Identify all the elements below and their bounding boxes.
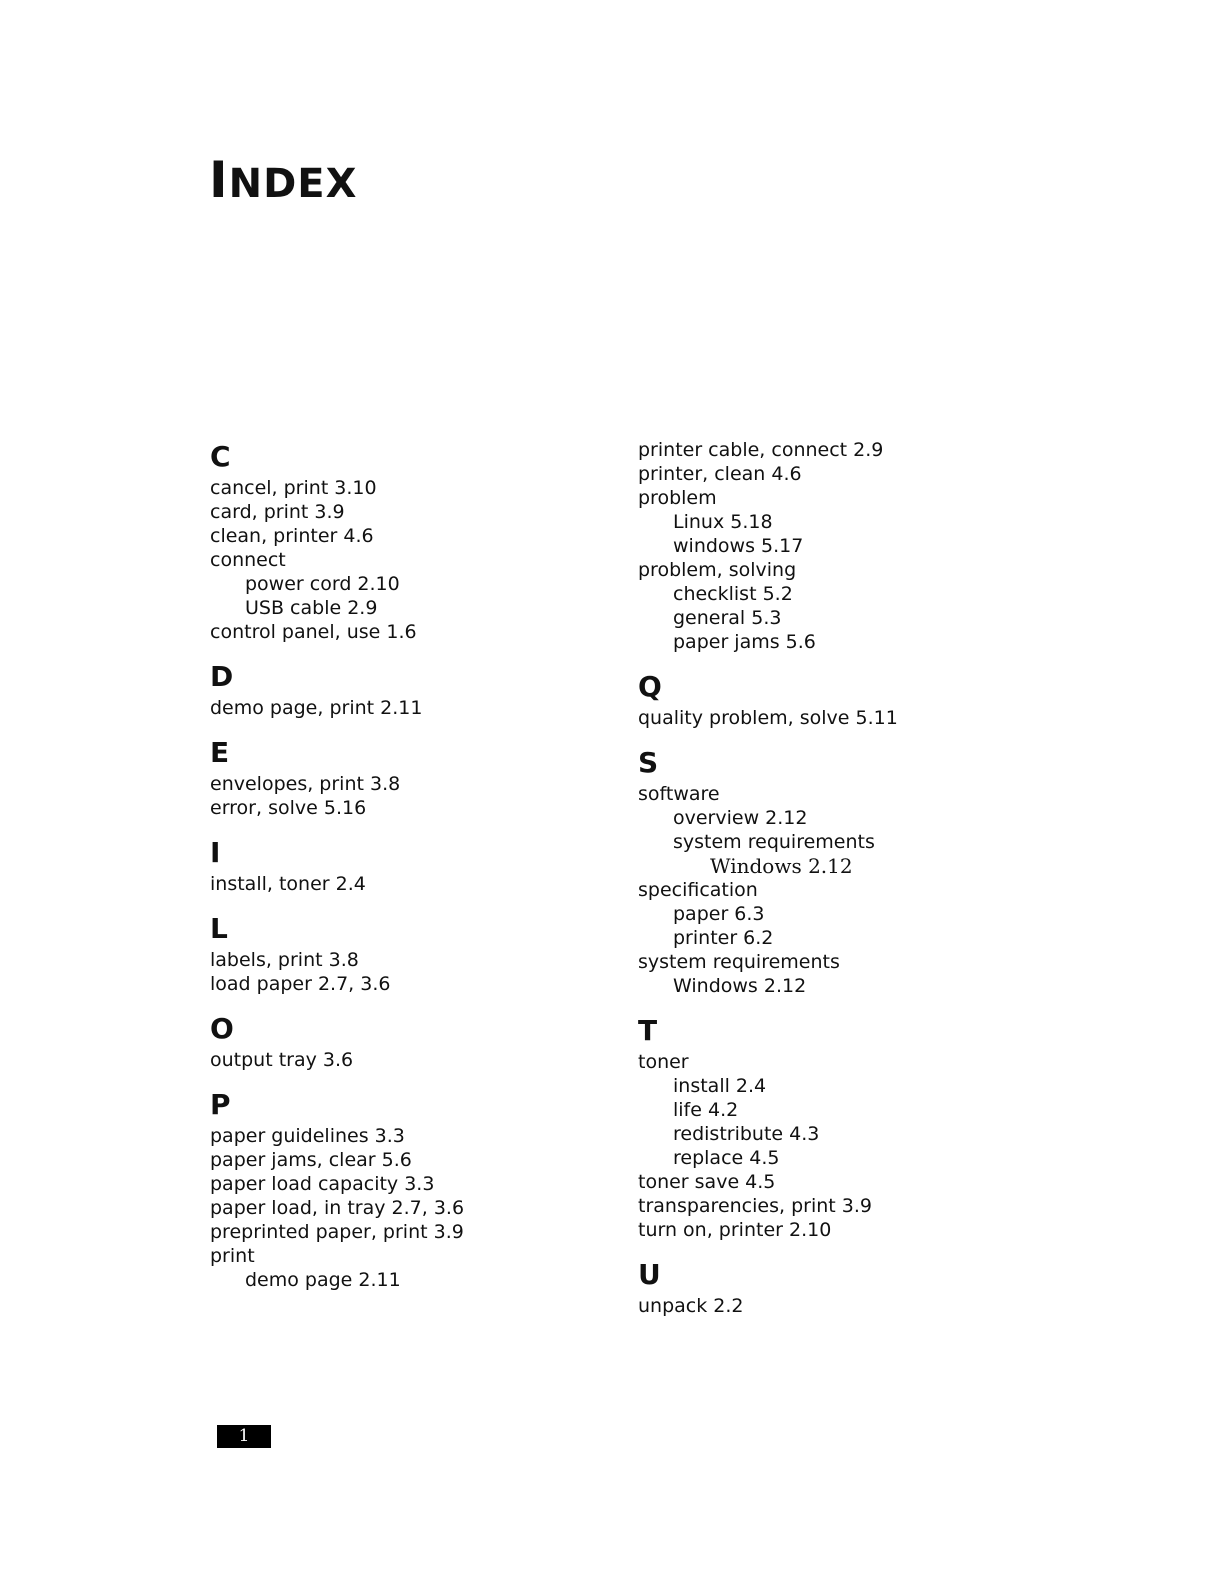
index-entry: unpack 2.2 [638,1295,744,1317]
index-column-left [210,438,630,1306]
index-subentry: life 4.2 [673,1099,739,1121]
index-entry: control panel, use 1.6 [210,621,417,643]
index-entry: cancel, print 3.10 [210,477,377,499]
section-letter: E [210,736,230,769]
index-entry: card, print 3.9 [210,501,345,523]
index-subentry: Linux 5.18 [673,511,773,533]
index-subentry: USB cable 2.9 [245,597,378,619]
section-letter: Q [638,670,662,703]
index-subentry: Windows 2.12 [673,975,807,997]
index-subentry: replace 4.5 [673,1147,780,1169]
index-section [638,744,1058,998]
index-section [210,734,630,820]
index-entry: clean, printer 4.6 [210,525,374,547]
index-subentry: demo page 2.11 [245,1269,401,1291]
index-section [210,834,630,896]
index-section [210,438,630,644]
index-entry: labels, print 3.8 [210,949,359,971]
page-number: 1 [217,1425,271,1448]
index-subentry: overview 2.12 [673,807,808,829]
index-entry: connect [210,549,286,571]
index-section [638,1012,1058,1242]
section-letter: I [210,836,221,869]
index-entry: error, solve 5.16 [210,797,367,819]
index-entry: turn on, printer 2.10 [638,1219,832,1241]
section-letter: T [638,1014,658,1047]
index-entry: paper load capacity 3.3 [210,1173,435,1195]
section-letter: S [638,746,659,779]
index-section [210,910,630,996]
page-title-rest: NDEX [228,161,358,207]
index-entry: system requirements [638,951,840,973]
index-subentry: printer 6.2 [673,927,774,949]
section-letter: U [638,1258,661,1291]
index-entry: print [210,1245,255,1267]
index-entry: paper guidelines 3.3 [210,1125,405,1147]
index-entry: problem, solving [638,559,797,581]
index-entry: toner [638,1051,689,1073]
index-entry: output tray 3.6 [210,1049,354,1071]
index-entry: transparencies, print 3.9 [638,1195,872,1217]
section-letter: L [210,912,228,945]
index-entry: toner save 4.5 [638,1171,776,1193]
section-letter: P [210,1088,231,1121]
index-entry: paper jams, clear 5.6 [210,1149,412,1171]
index-subentry: windows 5.17 [673,535,804,557]
index-column-right [638,438,1058,1332]
index-entry: problem [638,487,717,509]
index-subentry: install 2.4 [673,1075,767,1097]
index-entry: install, toner 2.4 [210,873,366,895]
page-title-initial: I [209,151,229,209]
index-subentry: checklist 5.2 [673,583,793,605]
index-entry: envelopes, print 3.8 [210,773,401,795]
index-subentry: power cord 2.10 [245,573,400,595]
index-subentry: system requirements [673,831,875,853]
index-entry: quality problem, solve 5.11 [638,707,898,729]
index-entry: paper load, in tray 2.7, 3.6 [210,1197,465,1219]
index-entry: load paper 2.7, 3.6 [210,973,391,995]
index-entry: specification [638,879,758,901]
index-subentry: Windows 2.12 [710,854,853,878]
section-letter: C [210,440,231,473]
index-subentry: general 5.3 [673,607,782,629]
index-entry: preprinted paper, print 3.9 [210,1221,464,1243]
index-entry: demo page, print 2.11 [210,697,423,719]
index-section [638,668,1058,730]
index-section [210,658,630,720]
index-subentry: paper jams 5.6 [673,631,816,653]
index-section [210,1010,630,1072]
section-letter: O [210,1012,234,1045]
page-title [209,148,357,216]
index-section-continued [638,438,1058,654]
index-subentry: paper 6.3 [673,903,765,925]
index-section [210,1086,630,1292]
index-subentry: redistribute 4.3 [673,1123,820,1145]
section-letter: D [210,660,234,693]
index-entry: printer cable, connect 2.9 [638,439,884,461]
index-entry: printer, clean 4.6 [638,463,802,485]
index-entry: software [638,783,720,805]
index-section [638,1256,1058,1318]
